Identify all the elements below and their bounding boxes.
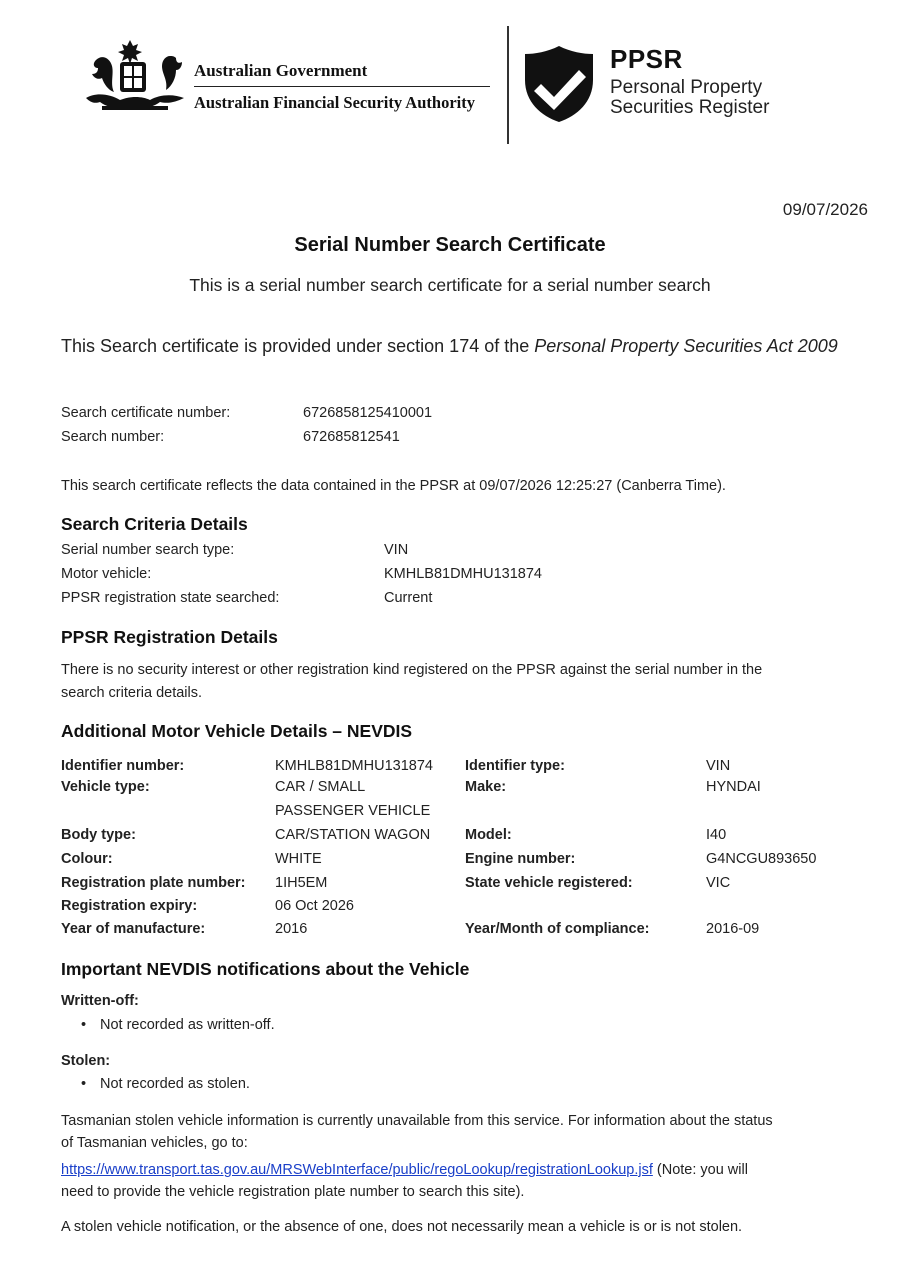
vehicle-type-label: Vehicle type: [61,779,150,795]
search-number-value: 672685812541 [303,429,400,445]
written-off-item: • Not recorded as written-off. [100,1017,275,1033]
identifier-label: Identifier number: [61,758,185,774]
engine-number-value: G4NCGU893650 [706,851,817,867]
tasmania-note-part2: need to provide the vehicle registration plate number to search this site). [61,1184,525,1200]
vehicle-type-value-line1: CAR / SMALL [275,779,366,795]
identifier-type-value: VIN [706,758,731,774]
certificate-date: 09/07/2026 [782,200,868,219]
ppsr-acronym: PPSR [610,44,683,74]
nevdis-heading: Additional Motor Vehicle Details – NEVDIS [61,721,413,741]
criteria-heading: Search Criteria Details [61,514,248,534]
model-value: I40 [706,827,727,843]
coat-of-arms-icon [82,38,188,118]
compliance-value: 2016-09 [706,921,760,937]
tasmania-link-row [61,1162,748,1178]
shield-check-icon [523,44,595,124]
tasmania-lookup-link[interactable]: https://www.transport.tas.gov.au/MRSWebInterface/public/regoLookup/registrationLookup.jsf [61,1162,653,1178]
engine-number-label: Engine number: [465,851,576,867]
year-manufacture-value: 2016 [275,921,308,937]
vehicle-type-value-line2: PASSENGER VEHICLE [275,803,431,819]
search-number-label: Search number: [61,429,165,445]
registration-heading: PPSR Registration Details [61,627,278,647]
written-off-label: Written-off: [61,993,139,1009]
provided-text: This Search certificate is provided under section 174 of the [61,336,535,356]
model-label: Model: [465,827,512,843]
government-name: Australian Government [194,61,368,80]
registration-text-line2: search criteria details. [61,685,203,701]
act-name: Personal Property Securities Act 2009 [534,336,838,356]
plate-number-label: Registration plate number: [61,875,246,891]
header-rule [194,86,490,87]
agency-name: Australian Financial Security Authority [194,93,475,112]
criteria-vehicle-value: KMHLB81DMHU131874 [384,566,542,582]
registration-expiry-label: Registration expiry: [61,898,198,914]
stolen-label: Stolen: [61,1053,111,1069]
colour-label: Colour: [61,851,113,867]
notifications-heading: Important NEVDIS notifications about the Vehicle [61,959,470,979]
make-value: HYNDAI [706,779,761,795]
header-divider [507,26,509,144]
criteria-type-value: VIN [384,542,409,558]
state-registered-label: State vehicle registered: [465,875,633,891]
criteria-type-label: Serial number search type: [61,542,235,558]
tasmania-text-line1: Tasmanian stolen vehicle information is currently unavailable from this service. For information about the status [61,1113,773,1129]
cert-number-value: 6726858125410001 [303,405,433,421]
colour-value: WHITE [275,851,322,867]
stolen-item: • Not recorded as stolen. [100,1076,250,1092]
provided-statement [61,334,871,358]
criteria-state-label: PPSR registration state searched: [61,590,280,606]
criteria-vehicle-label: Motor vehicle: [61,566,152,582]
reflects-statement: This search certificate reflects the data contained in the PPSR at 09/07/2026 12:25:27 (Canberra Time). [61,478,726,494]
identifier-type-label: Identifier type: [465,758,565,774]
state-registered-value: VIC [706,875,731,891]
body-type-value: CAR/STATION WAGON [275,827,431,843]
tasmania-note-part1: (Note: you will [652,1162,748,1178]
registration-text-line1: There is no security interest or other registration kind registered on the PPSR against the serial number in the [61,662,763,678]
year-manufacture-label: Year of manufacture: [61,921,206,937]
page-subtitle: This is a serial number search certificate for a serial number search [189,275,711,295]
page-title: Serial Number Search Certificate [294,234,606,256]
ppsr-name-line2: Securities Register [610,97,770,118]
compliance-label: Year/Month of compliance: [465,921,650,937]
registration-expiry-value: 06 Oct 2026 [275,898,354,914]
identifier-value: KMHLB81DMHU131874 [275,758,433,774]
ppsr-name-line1: Personal Property [610,77,763,98]
make-label: Make: [465,779,507,795]
stolen-disclaimer: A stolen vehicle notification, or the absence of one, does not necessarily mean a vehicle is or is not stolen. [61,1219,743,1235]
body-type-label: Body type: [61,827,136,843]
plate-number-value: 1IH5EM [275,875,328,891]
tasmania-text-line2: of Tasmanian vehicles, go to: [61,1135,248,1151]
criteria-state-value: Current [384,590,433,606]
cert-number-label: Search certificate number: [61,405,231,421]
